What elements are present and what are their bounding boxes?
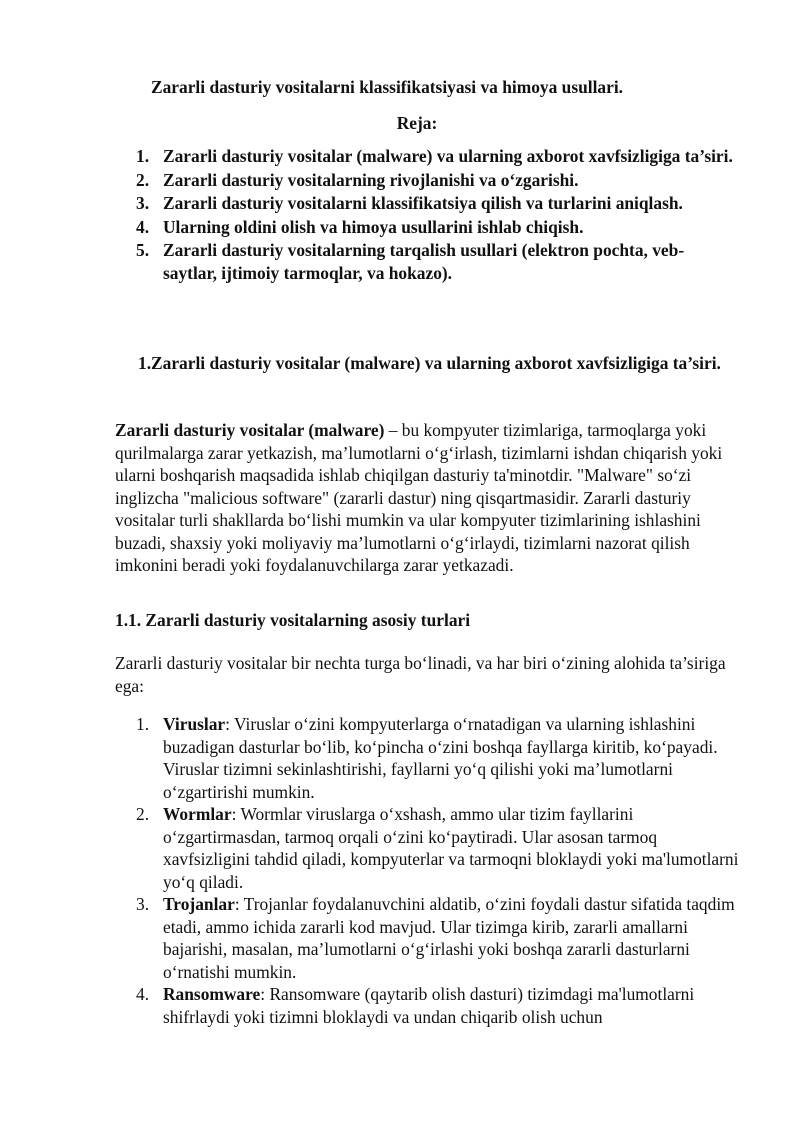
plan-heading: Reja: [396, 113, 438, 133]
malware-type-term: Viruslar [163, 714, 226, 734]
malware-type-item [136, 983, 748, 1028]
plan-item-text: Zararli dasturiy vositalar (malware) va ularning axborot xavfsizligiga ta’siri. [163, 146, 733, 166]
malware-type-text: : Trojanlar foydalanuvchini aldatib, o‘zini foydali dastur sifatida taqdim etadi, ammo ichida zararli kod mavjud. Ular tizimga kirib, zararli amallarni bajarishi, masalan, ma’lumotlarni o‘g‘irlashi yoki boshqa zararli dasturlarni o‘rnatishi mumkin. [163, 894, 735, 982]
malware-types-list [136, 713, 748, 1028]
plan-item-text: Zararli dasturiy vositalarning tarqalish usullari (elektron pochta, veb-saytlar, ijtimoiy tarmoqlar, va hokazo). [163, 240, 685, 283]
malware-type-number: 3. [136, 894, 150, 914]
subsection-intro: Zararli dasturiy vositalar bir nechta turga bo‘linadi, va har biri o‘zining alohida ta’siriga ega: [115, 653, 726, 696]
section-heading: 1.Zararli dasturiy vositalar (malware) va ularning axborot xavfsizligiga ta’siri. [138, 353, 721, 373]
plan-item [136, 145, 736, 168]
plan-item-number: 5. [136, 240, 150, 260]
definition-text: – bu kompyuter tizimlariga, tarmoqlarga yoki qurilmalarga zarar yetkazish, ma’lumotlarni o‘g‘irlash, tizimlarni ishdan chiqarish yoki ularni boshqarish maqsadida ishlab chiqilgan dasturiy ta'minotdir. "Malware" so‘zi inglizcha "malicious software" (zararli dastur) ning qisqartmasidir. Zararli dasturiy vositalar turli shakllarda bo‘lishi mumkin va ular kompyuter tizimlarining ishlashini buzadi, shaxsiy yoki moliyaviy ma’lumotlarni o‘g‘irlaydi, tizimlarni nazorat qilish imkonini beradi yoki foydalanuvchilarga zarar yetkazadi. [115, 420, 723, 575]
plan-item-number: 2. [136, 169, 150, 190]
malware-type-item [136, 803, 748, 893]
malware-type-term: Trojanlar [163, 894, 235, 914]
malware-type-term: Ransomware [163, 984, 261, 1004]
malware-type-text: : Ransomware (qaytarib olish dasturi) tizimdagi ma'lumotlarni shifrlaydi yoki tizimni bloklaydi va undan chiqarib olish uchun [163, 984, 695, 1027]
plan-item [136, 169, 736, 192]
plan-item [136, 239, 736, 284]
plan-item-text: Zararli dasturiy vositalarni klassifikatsiya qilish va turlarini aniqlash. [163, 193, 683, 213]
definition-term: Zararli dasturiy vositalar (malware) [115, 420, 385, 440]
malware-type-term: Wormlar [163, 804, 232, 824]
plan-item-number: 1. [136, 146, 150, 166]
plan-item-number: 3. [136, 193, 150, 213]
malware-type-text: : Viruslar o‘zini kompyuterlarga o‘rnatadigan va ularning ishlashini buzadigan dasturlar bo‘lib, ko‘pincha o‘zini boshqa fayllarga kiritib, ko‘payadi. Viruslar tizimni sekinlashtirishi, fayllarni yo‘q qilishi yoki ma’lumotlarni o‘zgartirishi mumkin. [163, 714, 718, 802]
definition-paragraph [115, 419, 745, 577]
malware-type-item [136, 893, 748, 983]
malware-type-number: 2. [136, 804, 150, 824]
plan-item-text: Zararli dasturiy vositalarning rivojlanishi va o‘zgarishi. [163, 169, 579, 190]
malware-type-number: 4. [136, 984, 150, 1004]
plan-item-text: Ularning oldini olish va himoya usullarini ishlab chiqish. [163, 216, 584, 237]
plan-list [136, 145, 736, 285]
plan-item-number: 4. [136, 216, 150, 237]
subsection-heading: 1.1. Zararli dasturiy vositalarning asosiy turlari [115, 610, 471, 630]
document-title: Zararli dasturiy vositalarni klassifikatsiyasi va himoya usullari. [151, 77, 624, 97]
malware-type-item [136, 713, 748, 803]
malware-type-number: 1. [136, 714, 150, 734]
malware-type-text: : Wormlar viruslarga o‘xshash, ammo ular tizim fayllarini o‘zgartirmasdan, tarmoq orqali o‘zini ko‘paytiradi. Ular asosan tarmoq xavfsizligini tahdid qiladi, kompyuterlar va tarmoqni bloklaydi yoki ma'lumotlarni yo‘q qiladi. [163, 804, 739, 892]
plan-item [136, 192, 736, 215]
plan-item [136, 216, 736, 239]
